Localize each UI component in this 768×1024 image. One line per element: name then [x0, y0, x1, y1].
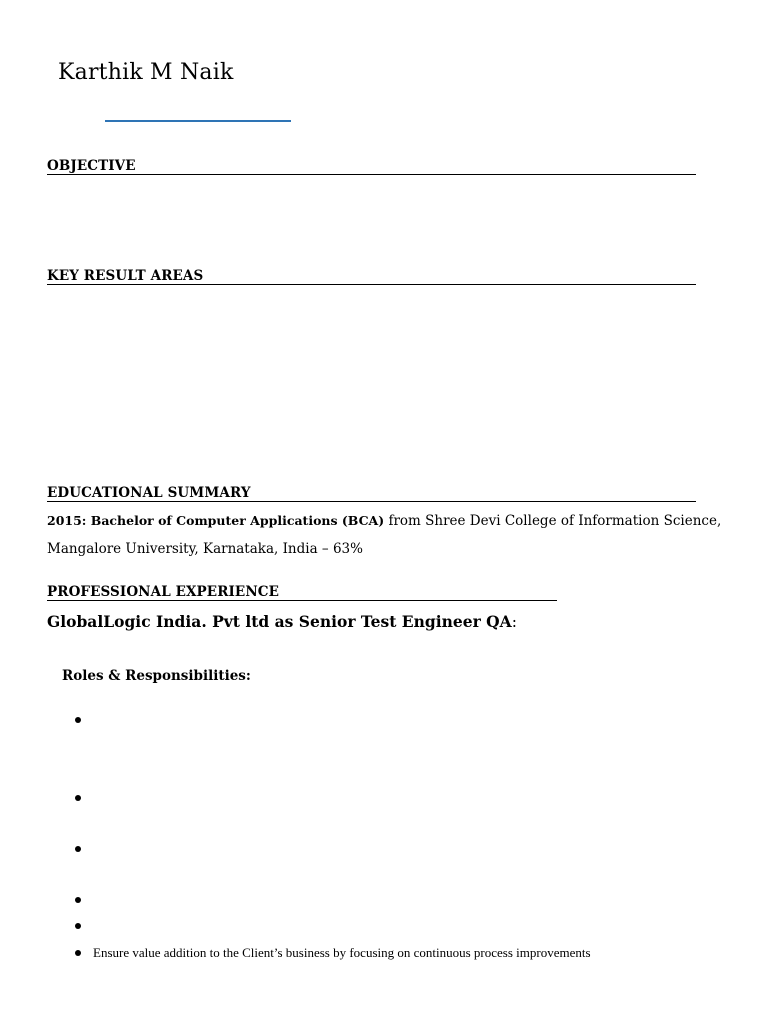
- section-heading-educational-summary: EDUCATIONAL SUMMARY: [47, 485, 251, 501]
- responsibility-item-6: Ensure value addition to the Client’s business by focusing on continuous process improvements: [93, 945, 591, 960]
- section-rule-key-result-areas: [47, 284, 696, 285]
- section-rule-objective: [47, 174, 696, 175]
- roles-responsibilities-heading: Roles & Responsibilities:: [62, 668, 251, 684]
- education-year-degree: 2015: Bachelor of Computer Applications (BCA): [47, 513, 385, 528]
- education-entry-line-2: Mangalore University, Karnataka, India – 63%: [47, 541, 363, 557]
- section-rule-educational-summary: [47, 501, 696, 502]
- education-entry-line-1: [47, 512, 721, 530]
- contact-link-underline[interactable]: [105, 120, 291, 122]
- bullet-dot-5: [75, 923, 81, 929]
- section-heading-key-result-areas: KEY RESULT AREAS: [47, 268, 204, 284]
- section-heading-objective: OBJECTIVE: [47, 158, 136, 174]
- bullet-dot-1: [75, 717, 81, 723]
- company-role-colon: :: [511, 613, 517, 631]
- company-role-title: [47, 612, 517, 632]
- candidate-name: Karthik M Naik: [58, 60, 234, 85]
- company-role-text: GlobalLogic India. Pvt ltd as Senior Test Engineer QA: [47, 612, 512, 631]
- bullet-dot-4: [75, 897, 81, 903]
- bullet-dot-6: [75, 950, 81, 956]
- bullet-dot-3: [75, 846, 81, 852]
- education-college: from Shree Devi College of Information Science,: [384, 513, 722, 529]
- section-rule-professional-experience: [47, 600, 557, 601]
- section-heading-professional-experience: PROFESSIONAL EXPERIENCE: [47, 584, 279, 600]
- bullet-dot-2: [75, 795, 81, 801]
